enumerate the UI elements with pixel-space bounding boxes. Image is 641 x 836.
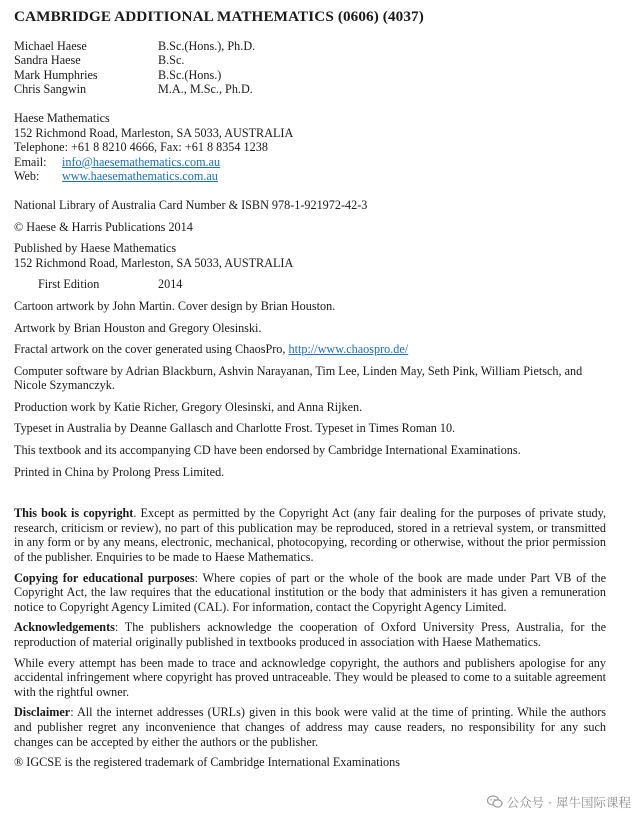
edition-year: 2014 <box>158 277 183 292</box>
author-list <box>14 39 606 97</box>
copyright-body: . Except as permitted by the Copyright Act (any fair dealing for the purposes of private study, research, criticism or review), no part of this publication may be reproduced, stored in a retrieval system, or transmitted in any form or by any means, electronic, mechanical, photocopying, recording or otherwise, without the prior permission of the publisher. Enquiries to be made to Haese Mathematics. <box>14 506 606 565</box>
attempt-notice: While every attempt has been made to trace and acknowledge copyright, the authors and publishers apologise for any accidental infringement where copyright has proved untraceable. They would be pleased to come to a suitable agreement with the rightful owner. <box>14 655 606 699</box>
web-row <box>14 169 606 184</box>
acknowledgements <box>14 620 606 649</box>
credit-endorsed: This textbook and its accompanying CD have been endorsed by Cambridge International Examinations. <box>14 443 521 458</box>
credit-typeset: Typeset in Australia by Deanne Gallasch and Charlotte Frost. Typeset in Times Roman 10. <box>14 421 456 436</box>
author-name: Michael Haese <box>14 38 87 53</box>
author-quals: B.Sc.(Hons.), Ph.D. <box>158 38 256 53</box>
watermark <box>487 793 631 811</box>
wechat-icon <box>487 795 503 809</box>
author-quals: B.Sc.(Hons.) <box>158 67 222 82</box>
edition-row <box>14 277 606 292</box>
educational-heading: Copying for educational purposes <box>14 570 195 585</box>
acknowledgements-body: : The publishers acknowledge the cooperation of Oxford University Press, Australia, for the reproduction of material originally published in textbooks produced in association with Haese Mathematics. <box>14 620 606 649</box>
isbn-line: National Library of Australia Card Number & ISBN 978-1-921972-42-3 <box>14 197 368 212</box>
publisher-address: 152 Richmond Road, Marleston, SA 5033, AUSTRALIA <box>14 125 294 140</box>
published-by-address: 152 Richmond Road, Marleston, SA 5033, AUSTRALIA <box>14 255 294 270</box>
chaospro-link[interactable]: http://www.chaospro.de/ <box>288 342 409 357</box>
credit-production: Production work by Katie Richer, Gregory Olesinski, and Anna Rijken. <box>14 399 363 414</box>
author-name: Sandra Haese <box>14 53 81 68</box>
publisher-contact <box>14 111 606 184</box>
credit-cartoon: Cartoon artwork by John Martin. Cover design by Brian Houston. <box>14 298 336 313</box>
educational-body: : Where copies of part or the whole of the book are made under Part VB of the Copyright Act, the law requires that the educational institution or the body that administers it has given a remuneration notice to Copyright Agency Limited (CAL). For information, contact the Copyright Agency Limited. <box>14 570 606 614</box>
credit-artwork: Artwork by Brian Houston and Gregory Olesinski. <box>14 320 262 335</box>
publisher-name: Haese Mathematics <box>14 110 110 125</box>
author-name: Mark Humphries <box>14 67 98 82</box>
disclaimer-body: : All the internet addresses (URLs) given in this book were valid at the time of printing. While the authors and publisher regret any inconvenience that changes of address may cause readers, no responsibility for any such changes can be accepted by either the authors or the publisher. <box>14 705 606 749</box>
watermark-text: 公众号 · 犀牛国际课程 <box>506 795 631 810</box>
publisher-phone: Telephone: +61 8 8210 4666, Fax: +61 8 8354 1238 <box>14 140 268 155</box>
disclaimer <box>14 705 606 749</box>
credit-fractal <box>14 342 606 357</box>
acknowledgements-heading: Acknowledgements <box>14 620 115 635</box>
credit-fractal-text: Fractal artwork on the cover generated using ChaosPro, <box>14 342 286 357</box>
author-quals: B.Sc. <box>158 53 185 68</box>
published-by-name: Published by Haese Mathematics <box>14 241 177 256</box>
web-label: Web: <box>14 169 40 184</box>
copyright-line: © Haese & Harris Publications 2014 <box>14 219 193 234</box>
credit-software: Computer software by Adrian Blackburn, Ashvin Narayanan, Tim Lee, Linden May, Seth Pink, William Pietsch, and Nicole Szymanczyk. <box>14 363 583 393</box>
igcse-trademark: ® IGCSE is the registered trademark of Cambridge International Examinations <box>14 755 400 770</box>
web-link[interactable]: www.haesemathematics.com.au <box>62 169 218 184</box>
author-name: Chris Sangwin <box>14 82 87 97</box>
copyright-notice <box>14 506 606 564</box>
disclaimer-heading: Disclaimer <box>14 705 71 720</box>
copyright-page <box>14 10 606 770</box>
author-quals: M.A., M.Sc., Ph.D. <box>158 82 253 97</box>
email-row <box>14 155 606 170</box>
email-link[interactable]: info@haesemathematics.com.au <box>62 154 221 169</box>
copyright-heading: This book is copyright <box>14 506 134 521</box>
published-by <box>14 241 606 270</box>
book-title: CAMBRIDGE ADDITIONAL MATHEMATICS (0606) (4037) <box>14 8 424 25</box>
edition-label: First Edition <box>38 277 100 292</box>
credit-printed: Printed in China by Prolong Press Limited. <box>14 464 225 479</box>
email-label: Email: <box>14 154 47 169</box>
educational-copying <box>14 571 606 615</box>
